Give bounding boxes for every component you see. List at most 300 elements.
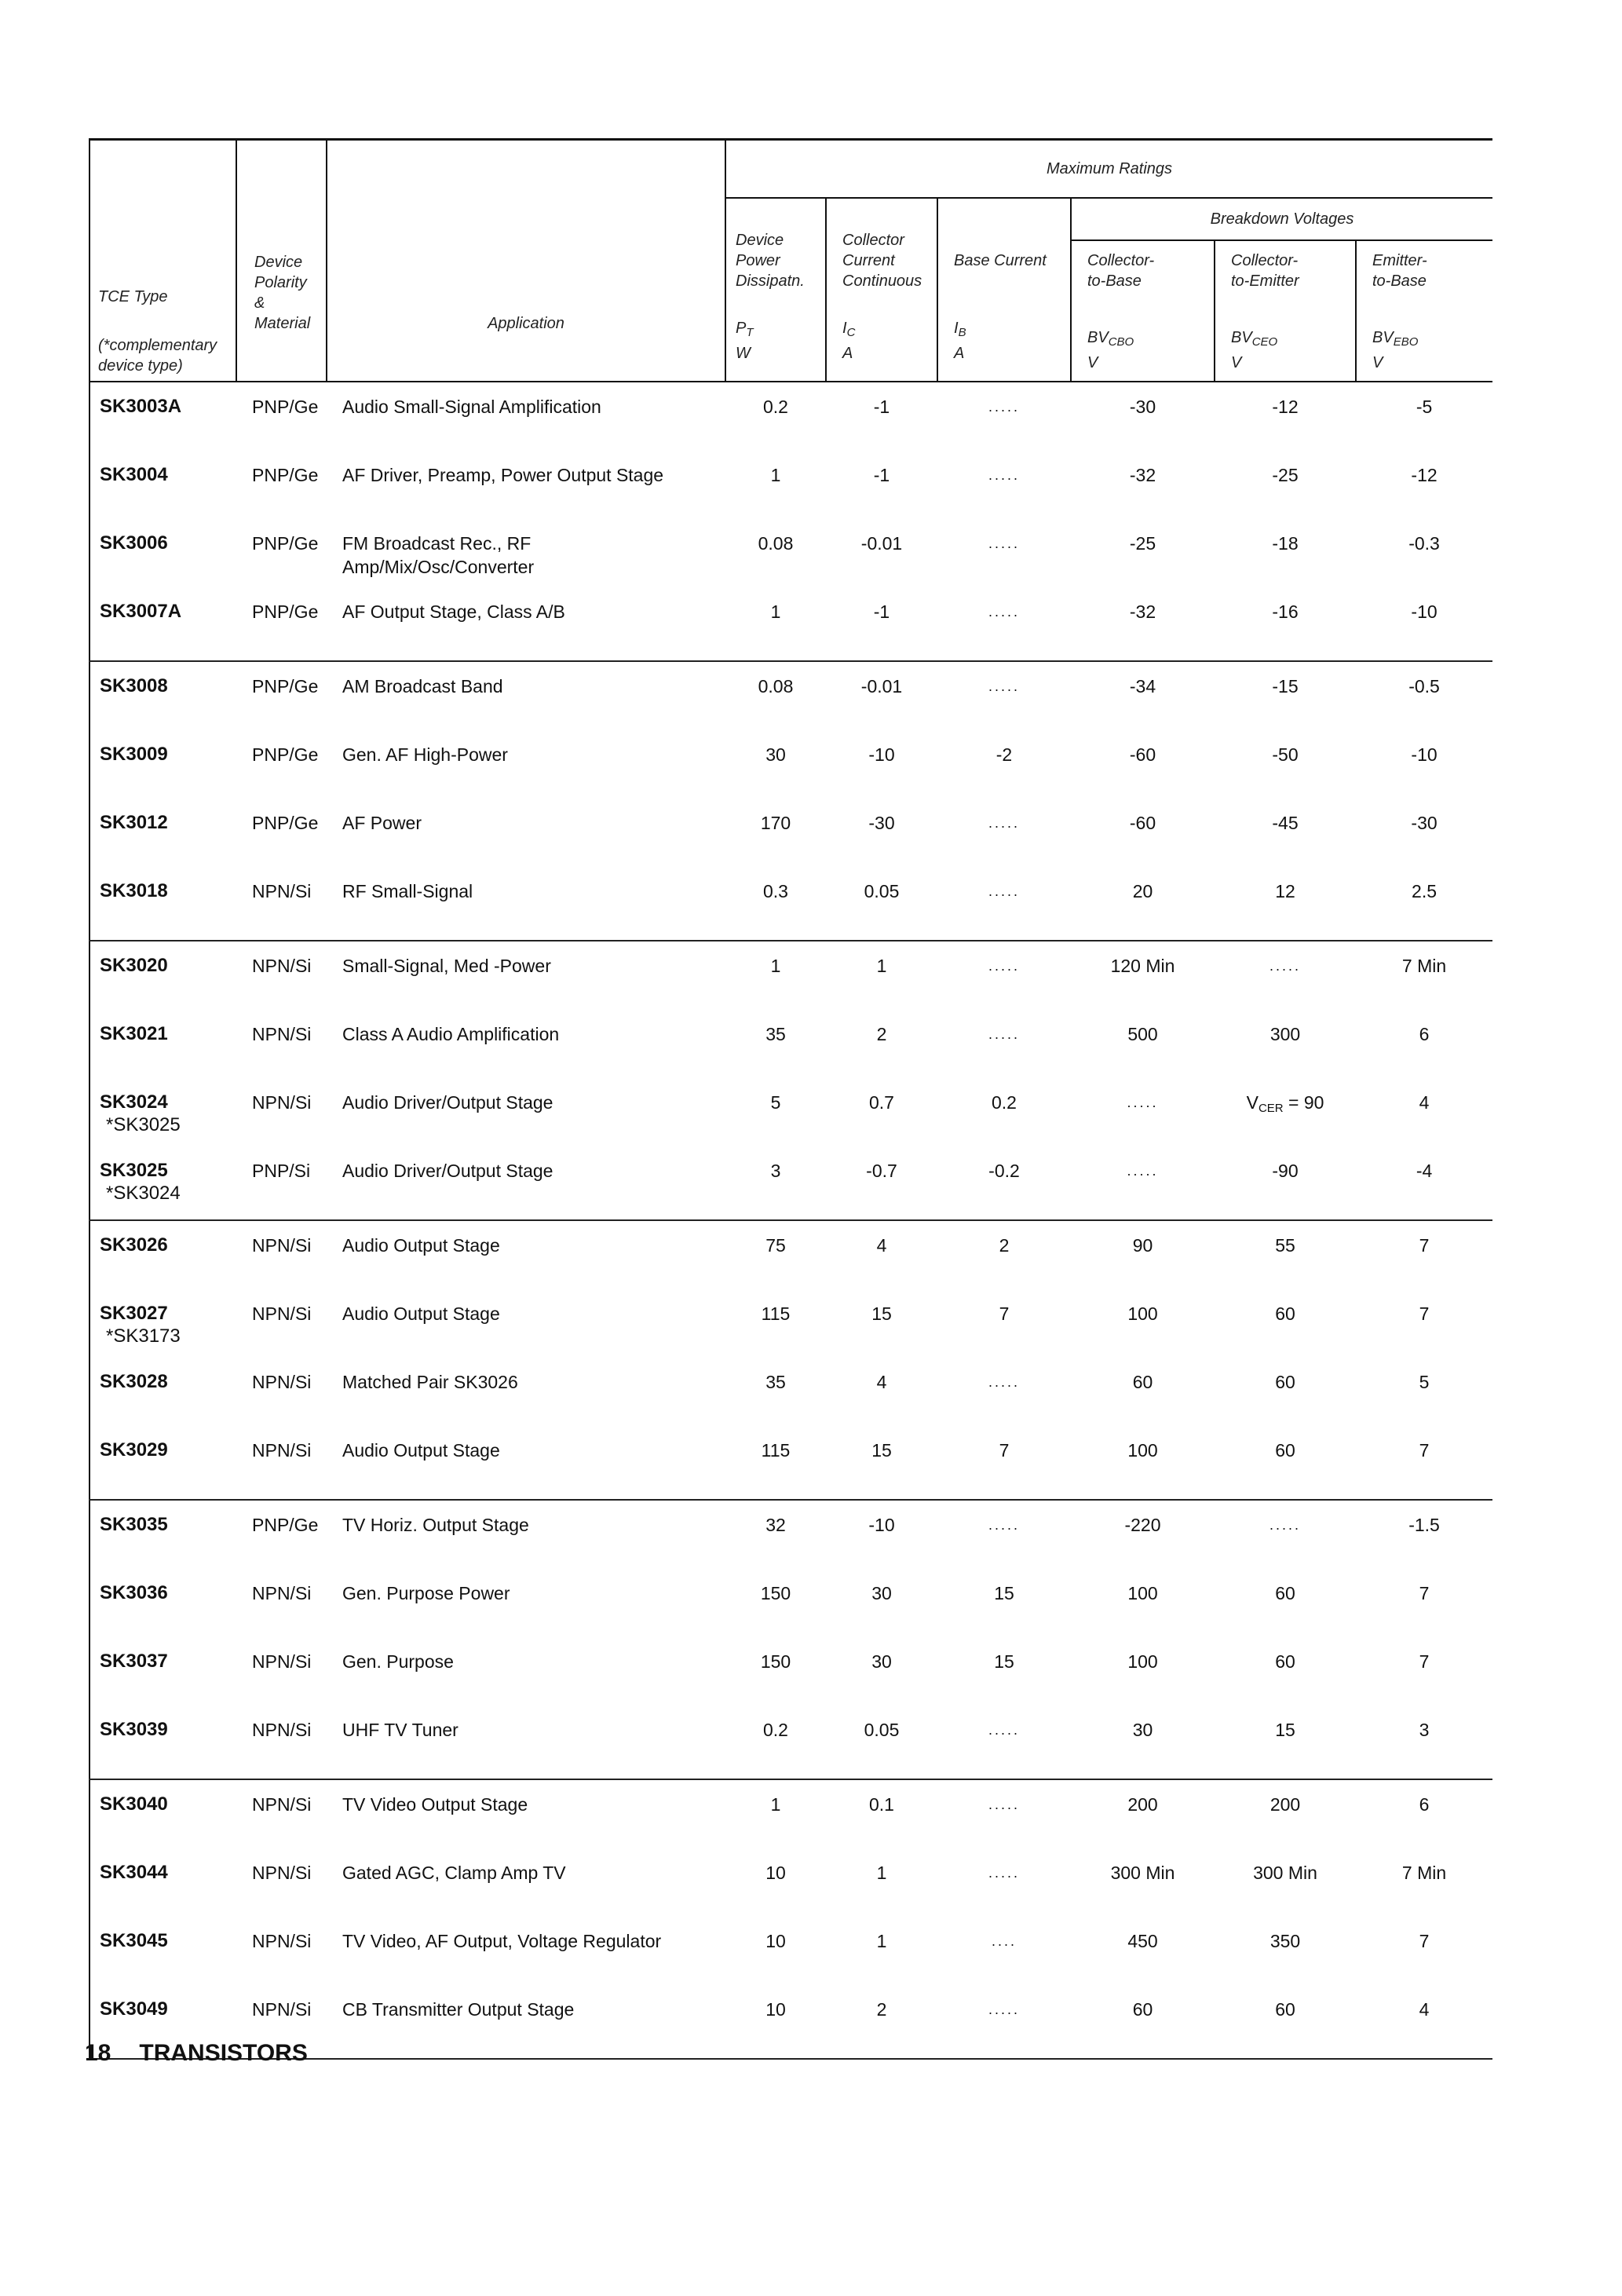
tce-type-value: SK3004: [100, 463, 168, 485]
pol-value: NPN/Si: [252, 1371, 312, 1392]
cell-cbo: [1071, 1779, 1215, 1853]
pt-value: 1: [770, 601, 781, 622]
ceo-value: 200: [1269, 1793, 1301, 1815]
cell-ebo: [1356, 803, 1492, 872]
cell-ebo: [1356, 1083, 1492, 1151]
pt-value: 0.3: [763, 880, 788, 901]
pt-value: 170: [760, 812, 791, 833]
app-value: Audio Output Stage: [342, 1303, 500, 1324]
cbo-value: 450: [1127, 1930, 1158, 1951]
pol-value: PNP/Ge: [252, 744, 319, 765]
ceo-value: -50: [1272, 744, 1299, 765]
pol-value: PNP/Ge: [252, 812, 319, 833]
cell-ic: [826, 1431, 937, 1500]
tce-type-value: SK3035: [100, 1513, 168, 1535]
cell-ebo: [1356, 592, 1492, 661]
pt-value: 10: [765, 1862, 786, 1883]
header-emitter-to-base-label: Emitter-to-Base: [1372, 251, 1427, 290]
pol-value: NPN/Si: [252, 1091, 312, 1113]
complementary-type: *SK3173: [106, 1325, 181, 1347]
pol-value: NPN/Si: [252, 1439, 312, 1461]
cell-cbo: [1071, 661, 1215, 735]
cell-app: [327, 941, 725, 1015]
cell-ib: [937, 455, 1071, 524]
pt-value: 115: [761, 1303, 791, 1324]
cell-ceo: [1215, 1710, 1356, 1779]
ebo-value: -30: [1411, 812, 1438, 833]
cell-pt: [725, 1431, 826, 1500]
ib-value: .....: [988, 1864, 1020, 1881]
cell-pt: [725, 1500, 826, 1574]
table-row: [90, 1220, 1492, 1294]
complementary-type: *SK3024: [106, 1182, 181, 1204]
cell-pt: [725, 872, 826, 941]
app-value: RF Small-Signal: [342, 880, 473, 901]
ib-value: 15: [994, 1651, 1014, 1672]
cell-ebo: [1356, 455, 1492, 524]
pol-value: NPN/Si: [252, 1719, 312, 1740]
header-application-label: Application: [488, 314, 564, 332]
cell-pol: [236, 1362, 327, 1431]
ebo-value: 2.5: [1412, 880, 1438, 901]
pt-value: 35: [765, 1371, 786, 1392]
ic-value: -10: [868, 1514, 895, 1535]
cell-tce-type: [90, 382, 236, 455]
cell-tce-type: [90, 524, 236, 592]
cell-ebo: [1356, 872, 1492, 941]
pol-value: PNP/Ge: [252, 675, 319, 696]
ebo-value: 7: [1419, 1582, 1430, 1603]
cell-pt: [725, 1015, 826, 1083]
pt-value: 150: [760, 1582, 791, 1603]
cell-tce-type: [90, 872, 236, 941]
cell-ib: [937, 1990, 1071, 2059]
pt-value: 0.08: [758, 532, 794, 554]
pt-value: 10: [765, 1998, 786, 2020]
cell-tce-type: [90, 941, 236, 1015]
cell-pt: [725, 1853, 826, 1921]
header-tce-type: [90, 140, 236, 382]
pol-value: PNP/Ge: [252, 532, 319, 554]
cbo-value: 100: [1127, 1582, 1158, 1603]
cell-app: [327, 1853, 725, 1921]
cell-ebo: [1356, 1990, 1492, 2059]
header-maximum-ratings: [725, 140, 1492, 198]
cell-ic: [826, 1574, 937, 1642]
cell-ceo: [1215, 1015, 1356, 1083]
ebo-value: 7 Min: [1401, 955, 1447, 976]
tce-type-value: SK3003A: [100, 395, 182, 417]
cell-cbo: [1071, 1015, 1215, 1083]
table-row: [90, 1151, 1492, 1220]
cell-pol: [236, 661, 327, 735]
cell-app: [327, 1362, 725, 1431]
cell-pt: [725, 941, 826, 1015]
cell-cbo: [1071, 592, 1215, 661]
cell-ic: [826, 1220, 937, 1294]
cell-app: [327, 1574, 725, 1642]
app-value: Gen. AF High-Power: [342, 744, 508, 765]
cell-ib: [937, 1853, 1071, 1921]
cell-pol: [236, 941, 327, 1015]
pt-value: 150: [760, 1651, 791, 1672]
cell-ebo: [1356, 1015, 1492, 1083]
table-row: [90, 1362, 1492, 1431]
cell-ebo: [1356, 1431, 1492, 1500]
cell-ib: [937, 803, 1071, 872]
ic-value: -10: [868, 744, 895, 765]
cell-ebo: [1356, 1151, 1492, 1220]
cell-tce-type: [90, 735, 236, 803]
cell-tce-type: [90, 1642, 236, 1710]
cell-pol: [236, 455, 327, 524]
cell-ebo: [1356, 941, 1492, 1015]
cell-pol: [236, 1220, 327, 1294]
cell-app: [327, 1431, 725, 1500]
app-value: TV Video, AF Output, Voltage Regulator: [342, 1930, 662, 1951]
cell-pt: [725, 1083, 826, 1151]
cell-ceo: [1215, 1151, 1356, 1220]
cell-cbo: [1071, 1710, 1215, 1779]
cell-tce-type: [90, 1151, 236, 1220]
cell-ceo: [1215, 735, 1356, 803]
table-body: [90, 382, 1492, 2059]
table-row: [90, 1921, 1492, 1990]
pt-value: 5: [770, 1091, 781, 1113]
pol-value: NPN/Si: [252, 880, 312, 901]
cell-cbo: [1071, 1853, 1215, 1921]
cell-ebo: [1356, 382, 1492, 455]
ic-value: -0.7: [866, 1160, 897, 1181]
header-application: [327, 140, 725, 382]
cell-tce-type: [90, 1574, 236, 1642]
cell-tce-type: [90, 592, 236, 661]
cell-pt: [725, 1362, 826, 1431]
cell-ebo: [1356, 1642, 1492, 1710]
ic-value: 2: [876, 1023, 887, 1044]
header-maximum-ratings-label: Maximum Ratings: [1047, 159, 1173, 177]
pt-value: 115: [761, 1439, 791, 1461]
pt-value: 0.2: [763, 396, 788, 417]
ebo-value: -10: [1411, 601, 1438, 622]
cell-ebo: [1356, 524, 1492, 592]
ib-value: .....: [988, 603, 1020, 620]
ceo-value: -45: [1272, 812, 1299, 833]
ceo-value: .....: [1269, 1516, 1301, 1533]
ic-value: 4: [876, 1234, 887, 1256]
ic-value: 15: [871, 1303, 892, 1324]
cbo-value: -220: [1124, 1514, 1161, 1535]
cell-ceo: [1215, 1431, 1356, 1500]
cell-tce-type: [90, 455, 236, 524]
cell-ic: [826, 455, 937, 524]
cell-ic: [826, 1500, 937, 1574]
header-polarity: [236, 140, 327, 382]
ceo-value: -18: [1272, 532, 1299, 554]
cell-ceo: [1215, 803, 1356, 872]
ic-value: -30: [868, 812, 895, 833]
ceo-value: -16: [1272, 601, 1299, 622]
cell-pt: [725, 1574, 826, 1642]
app-value: Gen. Purpose: [342, 1651, 454, 1672]
header-collector-to-base-label: Collector-to-Base: [1087, 251, 1155, 290]
cell-tce-type: [90, 1294, 236, 1362]
pol-value: PNP/Ge: [252, 396, 319, 417]
table-row: [90, 1710, 1492, 1779]
ebo-value: -5: [1416, 396, 1433, 417]
ib-value: .....: [988, 1373, 1020, 1390]
ebo-value: 6: [1419, 1793, 1430, 1815]
cell-cbo: [1071, 455, 1215, 524]
ceo-value: .....: [1269, 957, 1301, 974]
ebo-value: 7 Min: [1401, 1862, 1447, 1883]
header-tce-type-label: TCE Type: [98, 287, 168, 305]
cbo-value: -30: [1129, 396, 1156, 417]
app-value: Audio Driver/Output Stage: [342, 1160, 553, 1181]
ebo-value: 7: [1419, 1234, 1430, 1256]
cell-ebo: [1356, 1500, 1492, 1574]
cell-app: [327, 872, 725, 941]
cell-pt: [725, 592, 826, 661]
ceo-value: -25: [1272, 464, 1299, 485]
cbo-value: 120 Min: [1110, 955, 1175, 976]
cell-pol: [236, 1294, 327, 1362]
cbo-value: -32: [1129, 464, 1156, 485]
pol-value: NPN/Si: [252, 1582, 312, 1603]
header-complementary-note: (*complementary device type): [98, 336, 217, 375]
ib-value: .....: [988, 678, 1020, 694]
ebo-value: -0.5: [1408, 675, 1440, 696]
cell-ic: [826, 1083, 937, 1151]
ebo-value: -1.5: [1408, 1514, 1440, 1535]
cbo-value: 30: [1132, 1719, 1153, 1740]
cell-tce-type: [90, 1083, 236, 1151]
cbo-value: 500: [1127, 1023, 1158, 1044]
header-collector-current: Collector Current Continuous $I_C$ A: [826, 198, 937, 382]
cell-ic: [826, 1853, 937, 1921]
cell-ib: [937, 1220, 1071, 1294]
tce-type-value: SK3006: [100, 532, 168, 554]
cell-cbo: [1071, 1990, 1215, 2059]
ib-value: .....: [988, 2001, 1020, 2017]
ic-value: 0.05: [864, 880, 900, 901]
table-row: [90, 735, 1492, 803]
app-value: TV Video Output Stage: [342, 1793, 528, 1815]
table-row: [90, 382, 1492, 455]
cell-cbo: [1071, 941, 1215, 1015]
ebo-value: 3: [1419, 1719, 1430, 1740]
ib-value: 7: [999, 1303, 1010, 1324]
app-value: Small-Signal, Med -Power: [342, 955, 551, 976]
cell-pt: [725, 1642, 826, 1710]
ebo-value: -4: [1416, 1160, 1433, 1181]
ceo-value: 55: [1275, 1234, 1295, 1256]
cell-app: [327, 1779, 725, 1853]
app-value: AF Power: [342, 812, 422, 833]
ic-value: 0.7: [869, 1091, 894, 1113]
cell-app: [327, 1151, 725, 1220]
cell-pt: [725, 382, 826, 455]
cell-cbo: [1071, 1083, 1215, 1151]
cell-ceo: [1215, 1990, 1356, 2059]
app-value: CB Transmitter Output Stage: [342, 1998, 575, 2020]
tce-type-value: SK3039: [100, 1718, 168, 1740]
cbo-value: 60: [1132, 1371, 1153, 1392]
cell-ceo: [1215, 1574, 1356, 1642]
cell-app: [327, 1710, 725, 1779]
cell-app: [327, 524, 725, 592]
cell-pt: [725, 1294, 826, 1362]
table-row: [90, 661, 1492, 735]
cell-ib: [937, 735, 1071, 803]
cell-ib: [937, 941, 1071, 1015]
cell-tce-type: [90, 1431, 236, 1500]
cell-app: [327, 735, 725, 803]
cell-pt: [725, 735, 826, 803]
cell-app: [327, 592, 725, 661]
cell-ceo: [1215, 382, 1356, 455]
tce-type-value: SK3024: [100, 1091, 168, 1113]
cell-ib: [937, 592, 1071, 661]
pol-value: PNP/Ge: [252, 464, 319, 485]
cbo-value: 100: [1127, 1303, 1158, 1324]
cbo-value: 20: [1132, 880, 1153, 901]
table-row: [90, 1779, 1492, 1853]
app-value: Audio Driver/Output Stage: [342, 1091, 553, 1113]
table-row: [90, 1853, 1492, 1921]
tce-type-value: SK3025: [100, 1159, 168, 1181]
cell-ebo: [1356, 1710, 1492, 1779]
cell-ebo: [1356, 1779, 1492, 1853]
tce-type-value: SK3037: [100, 1650, 168, 1672]
cell-pol: [236, 382, 327, 455]
cell-ceo: [1215, 872, 1356, 941]
cell-cbo: [1071, 1431, 1215, 1500]
pol-value: NPN/Si: [252, 1651, 312, 1672]
cell-tce-type: [90, 1779, 236, 1853]
tce-type-value: SK3028: [100, 1370, 168, 1392]
pol-value: NPN/Si: [252, 955, 312, 976]
ebo-value: 4: [1419, 1091, 1430, 1113]
header-polarity-label: Device Polarity & Material: [254, 253, 311, 332]
app-value: FM Broadcast Rec., RF Amp/Mix/Osc/Converter: [342, 532, 535, 577]
cell-ic: [826, 1362, 937, 1431]
cell-pol: [236, 1574, 327, 1642]
cell-ic: [826, 1990, 937, 2059]
ic-value: -1: [873, 464, 890, 485]
ebo-value: -0.3: [1408, 532, 1440, 554]
tce-type-value: SK3045: [100, 1929, 168, 1951]
cell-ib: [937, 1779, 1071, 1853]
page-number: 18: [85, 2040, 111, 2066]
ib-value: 2: [999, 1234, 1010, 1256]
cell-ic: [826, 1151, 937, 1220]
cell-pt: [725, 1990, 826, 2059]
tce-type-value: SK3007A: [100, 600, 182, 622]
cell-tce-type: [90, 1853, 236, 1921]
table-row: [90, 1642, 1492, 1710]
ib-value: ....: [991, 1932, 1017, 1949]
cell-tce-type: [90, 661, 236, 735]
cell-ceo: [1215, 1779, 1356, 1853]
cell-app: [327, 382, 725, 455]
ceo-value: 300: [1269, 1023, 1301, 1044]
pol-value: NPN/Si: [252, 1998, 312, 2020]
cell-ib: [937, 1500, 1071, 1574]
cell-cbo: [1071, 1220, 1215, 1294]
cell-app: [327, 1220, 725, 1294]
cell-ic: [826, 1710, 937, 1779]
ebo-value: 7: [1419, 1303, 1430, 1324]
cell-pol: [236, 1853, 327, 1921]
cell-ib: [937, 1431, 1071, 1500]
cell-ic: [826, 1921, 937, 1990]
table-header: [90, 140, 1492, 382]
ib-value: .....: [988, 883, 1020, 899]
ic-value: 0.05: [864, 1719, 900, 1740]
cell-pol: [236, 1431, 327, 1500]
cell-app: [327, 803, 725, 872]
tce-type-value: SK3012: [100, 811, 168, 833]
cell-ceo: [1215, 941, 1356, 1015]
ceo-value: 15: [1275, 1719, 1295, 1740]
app-value: Audio Output Stage: [342, 1439, 500, 1461]
ebo-value: 7: [1419, 1651, 1430, 1672]
ib-value: .....: [988, 535, 1020, 551]
ebo-value: 7: [1419, 1439, 1430, 1461]
table-row: [90, 592, 1492, 661]
cbo-value: -32: [1129, 601, 1156, 622]
cell-cbo: [1071, 1921, 1215, 1990]
cell-ib: [937, 1015, 1071, 1083]
ib-value: 7: [999, 1439, 1010, 1461]
cell-pol: [236, 1710, 327, 1779]
ceo-value: 60: [1275, 1998, 1295, 2020]
cell-pt: [725, 1710, 826, 1779]
tce-type-value: SK3036: [100, 1581, 168, 1603]
cell-cbo: [1071, 1151, 1215, 1220]
cell-ic: [826, 592, 937, 661]
complementary-type: *SK3025: [106, 1113, 181, 1135]
cbo-value: 60: [1132, 1998, 1153, 2020]
cell-ib: [937, 1362, 1071, 1431]
table-row: [90, 455, 1492, 524]
tce-type-value: SK3008: [100, 675, 168, 696]
cell-app: [327, 1990, 725, 2059]
ib-value: .....: [988, 1721, 1020, 1738]
cell-pol: [236, 1779, 327, 1853]
cell-cbo: [1071, 872, 1215, 941]
cell-pol: [236, 1921, 327, 1990]
pol-value: NPN/Si: [252, 1930, 312, 1951]
cell-ib: [937, 1642, 1071, 1710]
ib-value: .....: [988, 466, 1020, 483]
pt-value: 10: [765, 1930, 786, 1951]
cell-pt: [725, 1220, 826, 1294]
cell-ib: [937, 1574, 1071, 1642]
cell-ib: [937, 1294, 1071, 1362]
cell-ebo: [1356, 1853, 1492, 1921]
ebo-value: 7: [1419, 1930, 1430, 1951]
pol-value: NPN/Si: [252, 1793, 312, 1815]
ceo-value: 60: [1275, 1371, 1295, 1392]
cell-cbo: [1071, 803, 1215, 872]
ceo-value: 60: [1275, 1651, 1295, 1672]
cell-ic: [826, 872, 937, 941]
cbo-value: -25: [1129, 532, 1156, 554]
app-value: AM Broadcast Band: [342, 675, 503, 696]
cell-ceo: [1215, 1294, 1356, 1362]
